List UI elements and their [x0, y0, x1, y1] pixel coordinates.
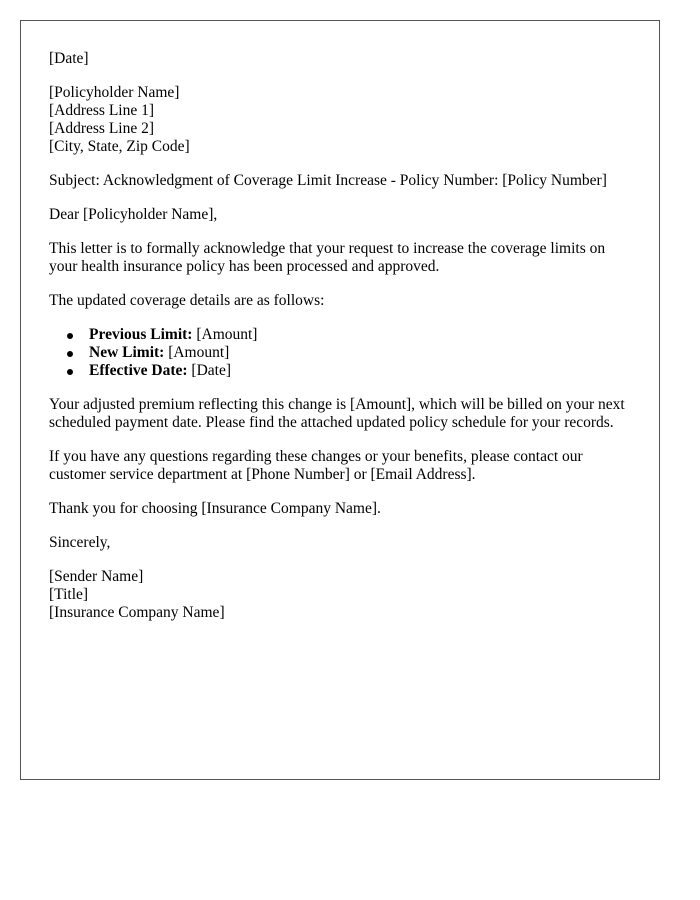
sender-company: [Insurance Company Name] [49, 604, 225, 621]
detail-value: [Date] [187, 362, 232, 379]
sender-title: [Title] [49, 586, 89, 603]
bullet-icon [67, 369, 73, 375]
subject-line: Subject: Acknowledgment of Coverage Limit Increase - Policy Number: [Policy Number] [49, 172, 607, 189]
intro-paragraph: This letter is to formally acknowledge that your request to increase the coverage limits on your health insurance policy has been processed and approved. [49, 240, 606, 275]
recipient-address-line-2: [Address Line 2] [49, 120, 155, 137]
closing: Sincerely, [49, 534, 111, 551]
signature-block [49, 568, 631, 622]
detail-previous-limit [89, 326, 631, 344]
detail-value: [Amount] [164, 344, 230, 361]
recipient-address-block [49, 84, 631, 156]
coverage-details-list [49, 326, 631, 380]
bullet-icon [67, 333, 73, 339]
recipient-name: [Policyholder Name] [49, 84, 180, 101]
recipient-city-state-zip: [City, State, Zip Code] [49, 138, 190, 155]
date-block [49, 50, 631, 68]
detail-new-limit [89, 344, 631, 362]
recipient-address-line-1: [Address Line 1] [49, 102, 155, 119]
detail-label: Effective Date: [89, 362, 188, 379]
contact-paragraph: If you have any questions regarding these changes or your benefits, please contact our customer service department at [Phone Number] or [Email Address]. [49, 448, 583, 483]
details-intro: The updated coverage details are as follows: [49, 292, 325, 309]
detail-label: New Limit: [89, 344, 165, 361]
premium-paragraph: Your adjusted premium reflecting this change is [Amount], which will be billed on your next scheduled payment date. Please find the attached updated policy schedule for your records. [49, 396, 625, 431]
thanks-paragraph: Thank you for choosing [Insurance Company Name]. [49, 500, 381, 517]
salutation: Dear [Policyholder Name], [49, 206, 218, 223]
detail-value: [Amount] [192, 326, 258, 343]
sender-name: [Sender Name] [49, 568, 144, 585]
bullet-icon [67, 351, 73, 357]
letter-page [20, 20, 660, 780]
detail-effective-date [89, 362, 631, 380]
detail-label: Previous Limit: [89, 326, 193, 343]
letter-date: [Date] [49, 50, 89, 67]
